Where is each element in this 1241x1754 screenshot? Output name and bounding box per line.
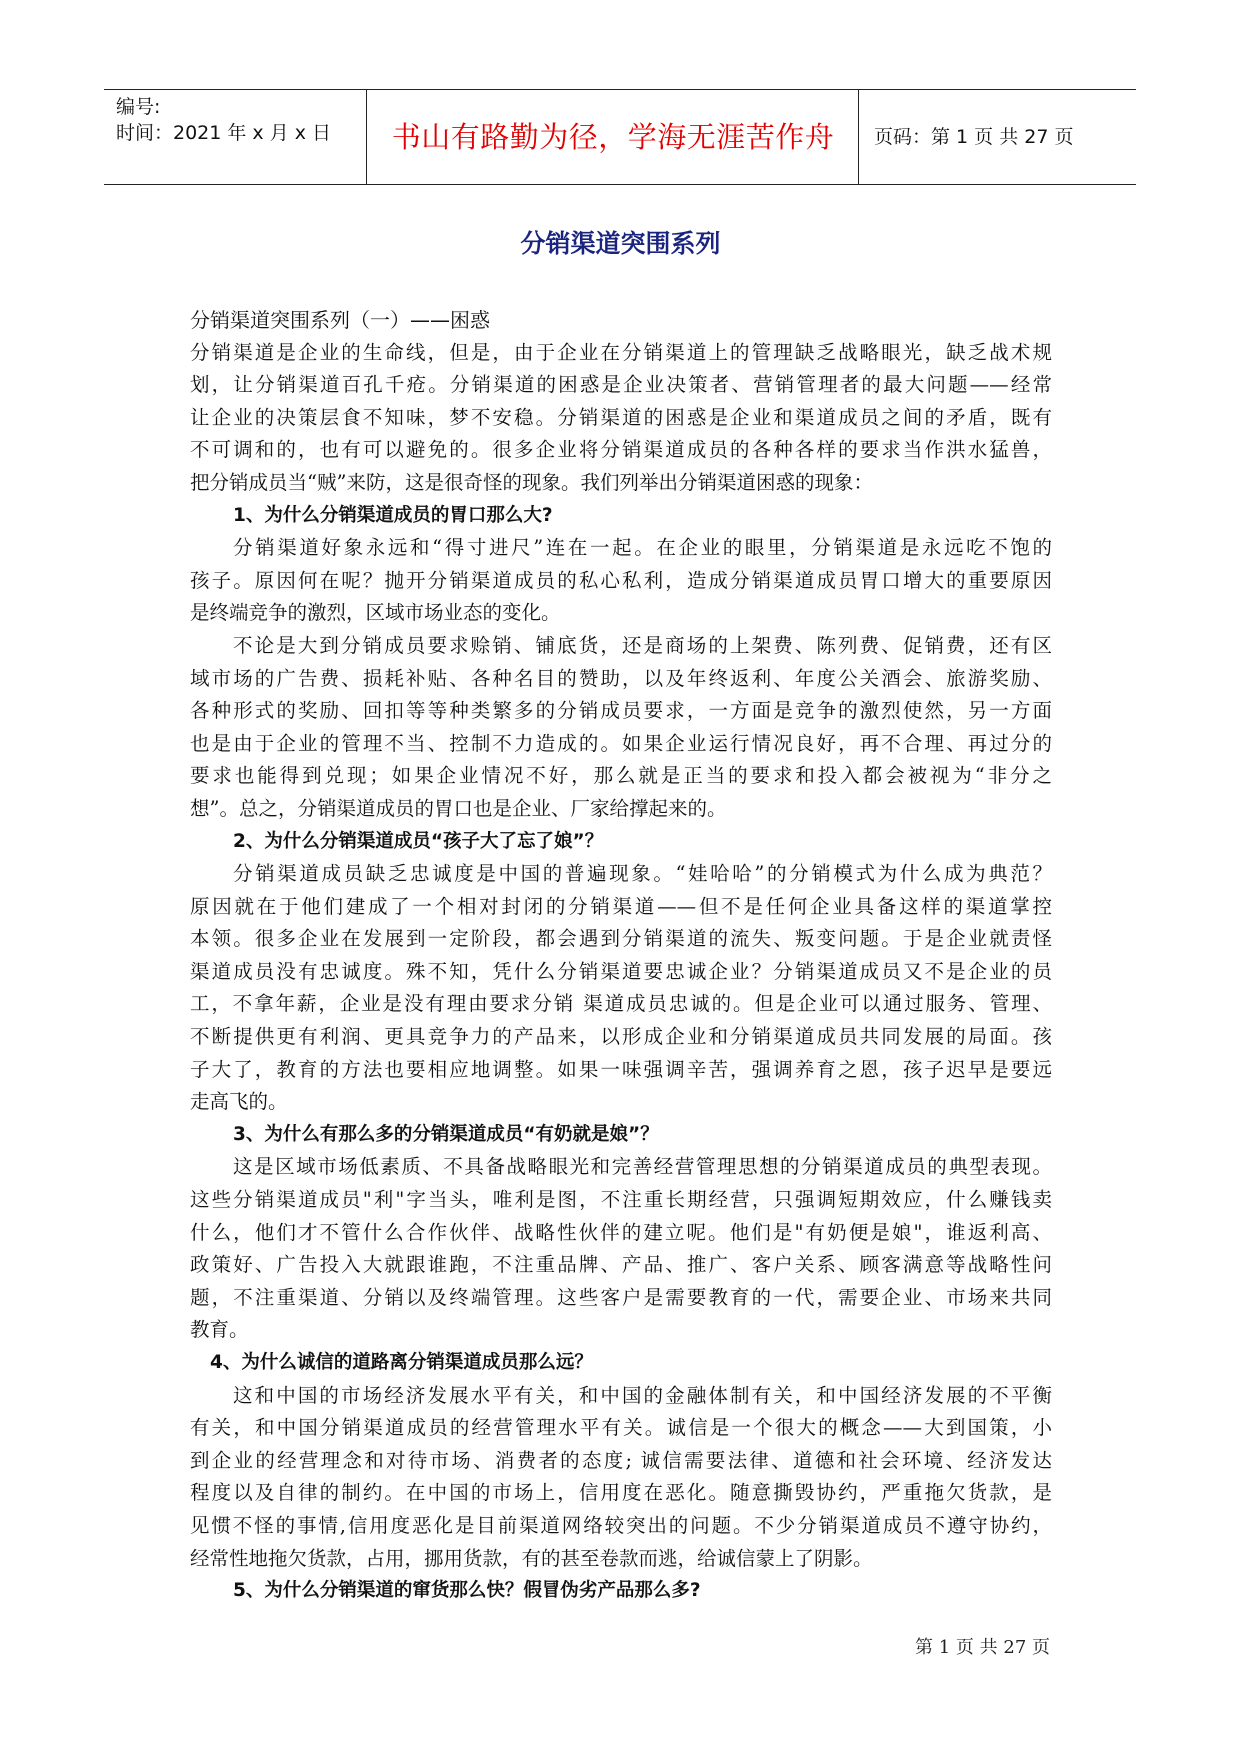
paragraph-line: 这些分销渠道成员"利"字当头，唯利是图，不注重长期经营，只强调短期效应，什么赚钱卖 [190, 1188, 1052, 1212]
paragraph-line: 分销渠道成员缺乏忠诚度是中国的普遍现象。“娃哈哈”的分销模式为什么成为典范？ [233, 862, 1052, 886]
paragraph-line: 到企业的经营理念和对待市场、消费者的态度; 诚信需要法律、道德和社会环境、经济发达 [190, 1448, 1052, 1472]
paragraph-line: 有关，和中国分销渠道成员的经营管理水平有关。诚信是一个很大的概念——大到国策，小 [190, 1416, 1052, 1440]
paragraph-line: 孩子。原因何在呢？抛开分销渠道成员的私心私利，造成分销渠道成员胃口增大的重要原因 [190, 568, 1052, 592]
header-motto-cell [368, 90, 859, 184]
header-page-number: 页码：第 1 页 共 27 页 [874, 126, 1074, 148]
header-motto: 书山有路勤为径，学海无涯苦作舟 [391, 120, 835, 154]
section-title: 分销渠道突围系列（一）——困惑 [190, 308, 490, 332]
paragraph-line: 工，不拿年薪，企业是没有理由要求分销 渠道成员忠诚的。但是企业可以通过服务、管理、 [190, 992, 1052, 1016]
paragraph-line: 也是由于企业的管理不当、控制不力造成的。如果企业运行情况良好，再不合理、再过分的 [190, 731, 1052, 755]
paragraph-line: 教育。 [190, 1318, 249, 1342]
paragraph-line: 经常性地拖欠货款，占用，挪用货款，有的甚至卷款而逃，给诚信蒙上了阴影。 [190, 1546, 873, 1570]
paragraph-line: 不论是大到分销成员要求赊销、铺底货，还是商场的上架费、陈列费、促销费，还有区 [233, 633, 1052, 657]
document-time-label: 时间：2021 年 x 月 x 日 [116, 122, 332, 144]
intro-line: 让企业的决策层食不知味，梦不安稳。分销渠道的困惑是企业和渠道成员之间的矛盾，既有 [190, 405, 1052, 429]
page-header [104, 89, 1136, 185]
paragraph-line: 域市场的广告费、损耗补贴、各种名目的赞助，以及年终返利、年度公关酒会、旅游奖励、 [190, 666, 1052, 690]
paragraph-line: 这是区域市场低素质、不具备战略眼光和完善经营管理思想的分销渠道成员的典型表现。 [233, 1155, 1052, 1179]
question-heading-3: 3、为什么有那么多的分销渠道成员“有奶就是娘”？ [233, 1123, 659, 1145]
paragraph-line: 是终端竞争的激烈，区域市场业态的变化。 [190, 601, 561, 625]
paragraph-line: 这和中国的市场经济发展水平有关，和中国的金融体制有关，和中国经济发展的不平衡 [233, 1383, 1052, 1407]
intro-line: 把分销成员当“贼”来防，这是很奇怪的现象。我们列举出分销渠道困惑的现象： [190, 470, 873, 494]
document-body [190, 304, 1052, 1608]
paragraph-line: 不断提供更有利润、更具竞争力的产品来，以形成企业和分销渠道成员共同发展的局面。孩 [190, 1025, 1052, 1049]
paragraph-line: 本领。很多企业在发展到一定阶段，都会遇到分销渠道的流失、叛变问题。于是企业就责怪 [190, 927, 1052, 951]
paragraph-line: 想”。总之，分销渠道成员的胃口也是企业、厂家给撑起来的。 [190, 796, 727, 820]
question-heading-4: 4、为什么诚信的道路离分销渠道成员那么远？ [210, 1352, 593, 1373]
paragraph-line: 要求也能得到兑现；如果企业情况不好，那么就是正当的要求和投入都会被视为“非分之 [190, 764, 1052, 788]
paragraph-line: 什么，他们才不管什么合作伙伴、战略性伙伴的建立呢。他们是"有奶便是娘"，谁返利高、 [190, 1220, 1052, 1244]
document-title: 分销渠道突围系列 [520, 229, 721, 258]
page-footer: 第 1 页 共 27 页 [915, 1637, 1050, 1658]
paragraph-line: 原因就在于他们建成了一个相对封闭的分销渠道——但不是任何企业具备这样的渠道掌控 [190, 894, 1052, 918]
document-number-label: 编号: [116, 96, 161, 118]
paragraph-line: 政策好、广告投入大就跟谁跑，不注重品牌、产品、推广、客户关系、顾客满意等战略性问 [190, 1253, 1052, 1277]
paragraph-line: 各种形式的奖励、回扣等等种类繁多的分销成员要求，一方面是竞争的激烈使然，另一方面 [190, 699, 1052, 723]
header-meta [104, 90, 367, 184]
question-heading-2: 2、为什么分销渠道成员“孩子大了忘了娘”？ [233, 830, 604, 852]
header-page-cell [860, 90, 1136, 184]
paragraph-line: 走高飞的。 [190, 1090, 288, 1114]
intro-line: 分销渠道是企业的生命线，但是，由于企业在分销渠道上的管理缺乏战略眼光，缺乏战术规 [190, 340, 1052, 364]
paragraph-line: 渠道成员没有忠诚度。殊不知，凭什么分销渠道要忠诚企业？分销渠道成员又不是企业的员 [190, 959, 1052, 983]
question-heading-1: 1、为什么分销渠道成员的胃口那么大? [233, 504, 553, 526]
intro-line: 不可调和的，也有可以避免的。很多企业将分销渠道成员的各种各样的要求当作洪水猛兽， [190, 438, 1052, 462]
paragraph-line: 分销渠道好象永远和“得寸进尺”连在一起。在企业的眼里，分销渠道是永远吃不饱的 [233, 536, 1052, 560]
intro-line: 划，让分销渠道百孔千疮。分销渠道的困惑是企业决策者、营销管理者的最大问题——经常 [190, 373, 1052, 397]
paragraph-line: 见惯不怪的事情,信用度恶化是目前渠道网络较突出的问题。不少分销渠道成员不遵守协约， [190, 1513, 1052, 1537]
paragraph-line: 程度以及自律的制约。在中国的市场上，信用度在恶化。随意撕毁协约，严重拖欠货款，是 [190, 1481, 1052, 1505]
paragraph-line: 题，不注重渠道、分销以及终端管理。这些客户是需要教育的一代，需要企业、市场来共同 [190, 1285, 1052, 1309]
question-heading-5: 5、为什么分销渠道的窜货那么快？假冒伪劣产品那么多? [233, 1580, 701, 1602]
paragraph-line: 子大了，教育的方法也要相应地调整。如果一味强调辛苦，强调养育之恩，孩子迟早是要远 [190, 1057, 1052, 1081]
